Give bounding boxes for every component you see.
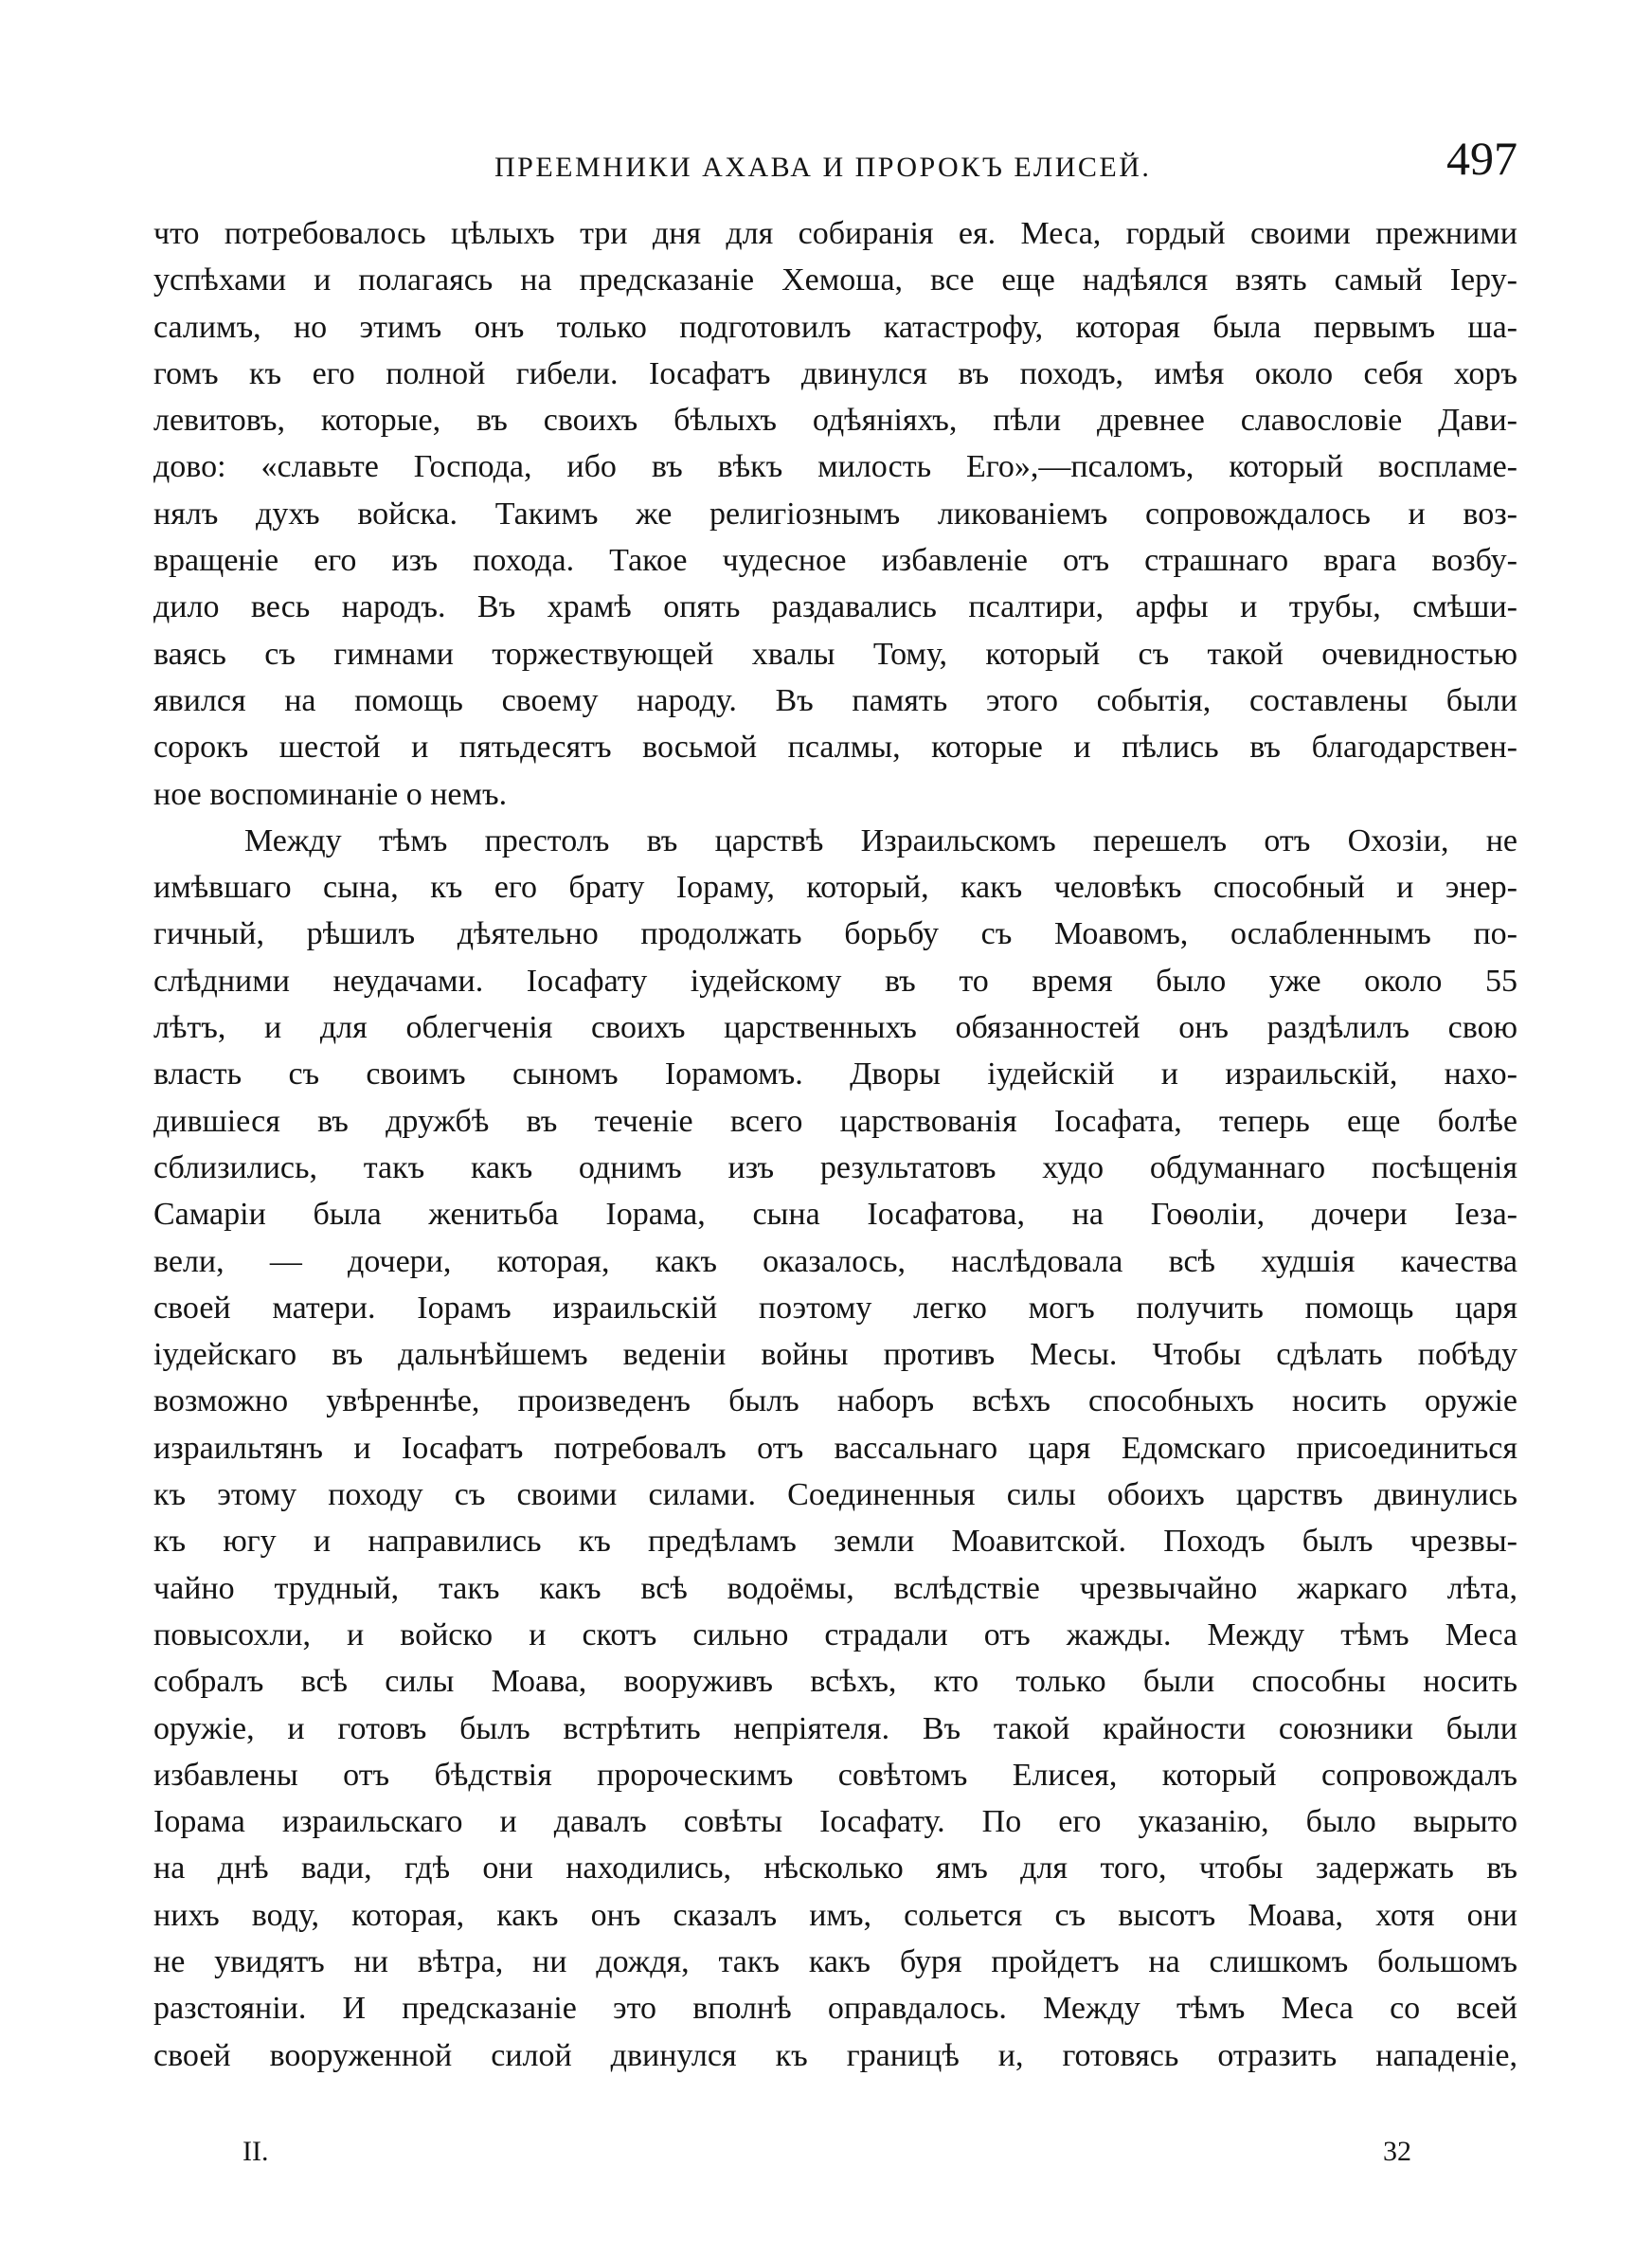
text-line: ное воспоминаніе о немъ. — [153, 776, 508, 812]
text-line: успѣхами и полагаясь на предсказаніе Хемоша, все еще надѣялся взять самый Іеру- — [153, 262, 1517, 298]
text-line: Между тѣмъ престолъ въ царствѣ Израильскомъ перешелъ отъ Охозіи, не — [244, 822, 1517, 858]
text-line: не увидятъ ни вѣтра, ни дождя, такъ какъ буря пройдетъ на слишкомъ большомъ — [153, 1943, 1517, 1979]
text-line: ваясь съ гимнами торжествующей хвалы Тому, который съ такой очевидностью — [153, 636, 1517, 672]
text-line: собралъ всѣ силы Моава, вооруживъ всѣхъ, кто только были способны носить — [153, 1664, 1517, 1700]
text-line: гичный, рѣшилъ дѣятельно продолжать борьбу съ Моавомъ, ослабленнымъ по- — [153, 916, 1517, 952]
text-line: Самаріи была женитьба Іорама, сына Іосафатова, на Гоѳоліи, дочери Іеза- — [153, 1197, 1517, 1233]
text-line: что потребовалось цѣлыхъ три дня для собиранія ея. Меса, гордый своими прежними — [153, 216, 1517, 251]
text-line: явился на помощь своему народу. Въ память этого событія, составлены были — [153, 682, 1517, 718]
text-line: израильтянъ и Іосафатъ потребовалъ отъ вассальнаго царя Едомскаго присоединиться — [153, 1430, 1517, 1466]
text-line: Іорама израильскаго и давалъ совѣты Іосафату. По его указанію, было вырыто — [153, 1804, 1517, 1840]
text-line: разстояніи. И предсказаніе это вполнѣ оправдалось. Между тѣмъ Меса со всей — [153, 1991, 1517, 2027]
sheet-mark: II. — [242, 2136, 269, 2167]
text-line: чайно трудный, такъ какъ всѣ водоёмы, вслѣдствіе чрезвычайно жаркаго лѣта, — [153, 1570, 1517, 1606]
text-line: избавлены отъ бѣдствія пророческимъ совѣтомъ Елисея, который сопровождалъ — [153, 1757, 1517, 1793]
text-line: имѣвшаго сына, къ его брату Іораму, который, какъ человѣкъ способный и энер- — [153, 870, 1517, 906]
text-line: на днѣ вади, гдѣ они находились, нѣсколько ямъ для того, чтобы задержать въ — [153, 1851, 1517, 1887]
text-line: сорокъ шестой и пятьдесятъ восьмой псалмы, которые и пѣлись въ благодарствен- — [153, 730, 1517, 766]
text-line: къ этому походу съ своими силами. Соединенныя силы обоихъ царствъ двинулись — [153, 1477, 1517, 1513]
text-line: лѣтъ, и для облегченія своихъ царственныхъ обязанностей онъ раздѣлилъ свою — [153, 1010, 1517, 1046]
text-line: нялъ духъ войска. Такимъ же религіознымъ ликованіемъ сопровождалось и воз- — [153, 496, 1517, 532]
text-line: оружіе, и готовъ былъ встрѣтить непріятеля. Въ такой крайности союзники были — [153, 1710, 1517, 1746]
text-line: дово: «славьте Господа, ибо въ вѣкъ милость Его»,—псаломъ, который воспламе- — [153, 449, 1517, 485]
text-line: своей вооруженной силой двинулся къ границѣ и, готовясь отразить нападеніе, — [153, 2037, 1517, 2073]
text-line: власть съ своимъ сыномъ Іорамомъ. Дворы іудейскій и израильскій, нахо- — [153, 1056, 1517, 1092]
signature-number: 32 — [1383, 2136, 1411, 2167]
text-line: сблизились, такъ какъ однимъ изъ результатовъ худо обдуманнаго посѣщенія — [153, 1149, 1517, 1185]
page-footer — [153, 2136, 1517, 2177]
text-line: вели, — дочери, которая, какъ оказалось, наслѣдовала всѣ худшія качества — [153, 1243, 1517, 1279]
text-line: дило весь народъ. Въ храмѣ опять раздавались псалтири, арфы и трубы, смѣши- — [153, 589, 1517, 625]
running-title: ПРЕЕМНИКИ АХАВА И ПРОРОКЪ ЕЛИСЕЙ. — [494, 152, 1152, 183]
text-line: повысохли, и войско и скотъ сильно страдали отъ жажды. Между тѣмъ Меса — [153, 1616, 1517, 1652]
text-line: вращеніе его изъ похода. Такое чудесное избавленіе отъ страшнаго врага возбу- — [153, 543, 1517, 579]
text-line: возможно увѣреннѣе, произведенъ былъ наборъ всѣхъ способныхъ носить оружіе — [153, 1383, 1517, 1419]
page-number: 497 — [1446, 132, 1517, 185]
page-header — [153, 131, 1517, 188]
text-line: къ югу и направились къ предѣламъ земли Моавитской. Походъ былъ чрезвы- — [153, 1524, 1517, 1560]
text-line: салимъ, но этимъ онъ только подготовилъ катастрофу, которая была первымъ ша- — [153, 309, 1517, 345]
text-line: нихъ воду, которая, какъ онъ сказалъ имъ, сольется съ высотъ Моава, хотя они — [153, 1897, 1517, 1933]
text-line: левитовъ, которые, въ своихъ бѣлыхъ одѣяніяхъ, пѣли древнее славословіе Дави- — [153, 403, 1517, 439]
text-line: іудейскаго въ дальнѣйшемъ веденіи войны противъ Месы. Чтобы сдѣлать побѣду — [153, 1337, 1517, 1373]
text-line: слѣдними неудачами. Іосафату іудейскому въ то время было уже около 55 — [153, 963, 1517, 999]
body-text — [153, 210, 1517, 2079]
text-line: гомъ къ его полной гибели. Іосафатъ двинулся въ походъ, имѣя около себя хоръ — [153, 355, 1517, 391]
text-line: дившіеся въ дружбѣ въ теченіе всего царствованія Іосафата, теперь еще болѣе — [153, 1103, 1517, 1139]
text-line: своей матери. Іорамъ израильскій поэтому легко могъ получить помощь царя — [153, 1290, 1517, 1326]
